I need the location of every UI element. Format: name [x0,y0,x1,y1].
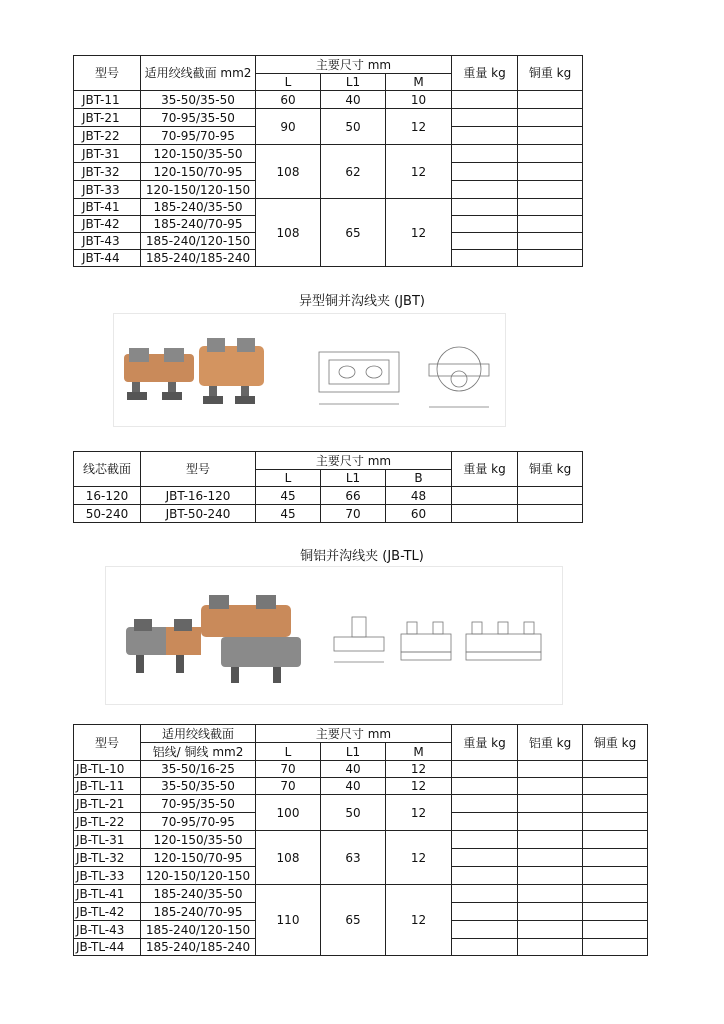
table-cell-model: JBT-31 [74,145,141,163]
table-cell-section: 185-240/185-240 [141,250,256,267]
header-L: L [256,74,321,91]
table-cell-al-weight [518,813,583,831]
table-cell-L1: 65 [321,199,386,267]
table-cell-core: 16-120 [74,487,141,505]
header-weight: 重量 kg [452,452,518,487]
table-cell-cu-weight [583,885,648,903]
table-cell-L: 70 [256,778,321,795]
table-cell-L1: 62 [321,145,386,199]
header-model: 型号 [74,56,141,91]
table-cell-weight [452,795,518,813]
table-cell-cu-weight [518,199,583,216]
jb-tl-product-illustration [106,567,562,704]
table-cell-model: JBT-21 [74,109,141,127]
jbt-spec-table [73,55,583,267]
table-cell-cu-weight [583,921,648,939]
header-weight: 重量 kg [452,56,518,91]
table-cell-section: 70-95/35-50 [141,109,256,127]
table-cell-model: JB-TL-21 [74,795,141,813]
table-cell-weight [452,145,518,163]
header-M: M [386,743,452,761]
table-cell-model: JB-TL-41 [74,885,141,903]
table-cell-model: JBT-44 [74,250,141,267]
table-cell-model: JB-TL-44 [74,939,141,956]
table-cell-M: 12 [386,109,452,145]
header-M: M [386,74,452,91]
table-cell-cu-weight [583,795,648,813]
table-cell-cu-weight [518,505,583,523]
header-model: 型号 [141,452,256,487]
table-cell-model: JB-TL-10 [74,761,141,778]
header-L1: L1 [321,743,386,761]
header-cu-weight: 铜重 kg [518,452,583,487]
header-dims: 主要尺寸 mm [256,452,452,470]
table-cell-cu-weight [518,487,583,505]
table-cell-al-weight [518,795,583,813]
table-cell-model: JB-TL-42 [74,903,141,921]
table-cell-section: 70-95/70-95 [141,127,256,145]
table-cell-core: 50-240 [74,505,141,523]
table-cell-al-weight [518,778,583,795]
table-cell-B: 48 [386,487,452,505]
table-cell-section: 185-240/120-150 [141,233,256,250]
table-cell-weight [452,867,518,885]
jbt-product-photo [113,313,506,427]
table-cell-section: 120-150/120-150 [141,867,256,885]
table-cell-al-weight [518,849,583,867]
table-cell-L: 110 [256,885,321,956]
table-cell-weight [452,885,518,903]
table-cell-section: 185-240/120-150 [141,921,256,939]
table-cell-section: 185-240/35-50 [141,885,256,903]
table-cell-L: 60 [256,91,321,109]
table-cell-weight [452,505,518,523]
table-cell-L: 108 [256,145,321,199]
jbt-range-table [73,451,583,523]
table-cell-weight [452,761,518,778]
table-cell-section: 120-150/120-150 [141,181,256,199]
header-L: L [256,743,321,761]
table-cell-weight [452,233,518,250]
header-model: 型号 [74,725,141,761]
header-cu-weight: 铜重 kg [518,56,583,91]
table-cell-weight [452,250,518,267]
table-cell-L: 45 [256,505,321,523]
table-cell-section: 35-50/16-25 [141,761,256,778]
table-cell-L: 108 [256,199,321,267]
table-cell-M: 12 [386,831,452,885]
table-cell-weight [452,109,518,127]
table-cell-model: JB-TL-22 [74,813,141,831]
table-cell-model: JBT-33 [74,181,141,199]
header-dims: 主要尺寸 mm [256,56,452,74]
table-cell-model: JB-TL-32 [74,849,141,867]
table-cell-cu-weight [583,813,648,831]
table-cell-B: 60 [386,505,452,523]
table-cell-section: 35-50/35-50 [141,778,256,795]
table-cell-L1: 40 [321,778,386,795]
table-cell-cu-weight [583,849,648,867]
jbt-product-illustration [114,314,505,426]
table-cell-section: 185-240/70-95 [141,216,256,233]
table-cell-L1: 50 [321,795,386,831]
table-cell-al-weight [518,939,583,956]
table-cell-M: 10 [386,91,452,109]
table-cell-model: JBT-43 [74,233,141,250]
table-cell-L: 100 [256,795,321,831]
table-cell-section: 185-240/35-50 [141,199,256,216]
table-cell-weight [452,216,518,233]
table-cell-weight [452,778,518,795]
table-cell-cu-weight [518,109,583,127]
header-section-sub: 铝线/ 铜线 mm2 [141,743,256,761]
table-cell-weight [452,181,518,199]
table-cell-section: 70-95/35-50 [141,795,256,813]
jb-tl-product-photo [105,566,563,705]
table-cell-section: 120-150/35-50 [141,831,256,849]
table-cell-L1: 40 [321,91,386,109]
table-cell-M: 12 [386,761,452,778]
table-cell-weight [452,487,518,505]
table-cell-weight [452,813,518,831]
header-L1: L1 [321,470,386,487]
table-cell-cu-weight [583,939,648,956]
table-cell-al-weight [518,831,583,849]
table-cell-L: 90 [256,109,321,145]
table-cell-weight [452,921,518,939]
table-cell-cu-weight [583,903,648,921]
table-cell-model: JBT-41 [74,199,141,216]
table-cell-section: 120-150/35-50 [141,145,256,163]
table-cell-model: JBT-22 [74,127,141,145]
header-cu-weight: 铜重 kg [583,725,648,761]
table-cell-al-weight [518,867,583,885]
table-cell-L: 108 [256,831,321,885]
table-cell-model: JB-TL-11 [74,778,141,795]
table-cell-weight [452,903,518,921]
header-dims: 主要尺寸 mm [256,725,452,743]
table-cell-L1: 65 [321,885,386,956]
table-cell-cu-weight [518,181,583,199]
table-cell-weight [452,849,518,867]
header-L1: L1 [321,74,386,91]
table-cell-M: 12 [386,145,452,199]
table-cell-model: JBT-16-120 [141,487,256,505]
table-cell-section: 120-150/70-95 [141,163,256,181]
table-cell-al-weight [518,885,583,903]
table-cell-M: 12 [386,885,452,956]
table-cell-M: 12 [386,199,452,267]
table-cell-section: 185-240/185-240 [141,939,256,956]
table-cell-weight [452,939,518,956]
jb-tl-spec-table [73,724,648,956]
table-cell-model: JBT-42 [74,216,141,233]
table-cell-M: 12 [386,795,452,831]
table-cell-al-weight [518,921,583,939]
table-cell-model: JB-TL-33 [74,867,141,885]
table-cell-cu-weight [518,163,583,181]
header-section: 适用绞线截面 [141,725,256,743]
table-cell-section: 120-150/70-95 [141,849,256,867]
table-cell-L1: 70 [321,505,386,523]
table-cell-weight [452,91,518,109]
table-cell-weight [452,831,518,849]
table-cell-model: JB-TL-43 [74,921,141,939]
table-cell-weight [452,199,518,216]
table-cell-cu-weight [518,233,583,250]
table-cell-L1: 63 [321,831,386,885]
table-cell-cu-weight [583,778,648,795]
table-cell-model: JB-TL-31 [74,831,141,849]
header-al-weight: 铝重 kg [518,725,583,761]
header-B: B [386,470,452,487]
header-section: 适用绞线截面 mm2 [141,56,256,91]
table-cell-M: 12 [386,778,452,795]
table-cell-al-weight [518,761,583,778]
table-cell-L: 45 [256,487,321,505]
caption-jbt: 异型铜并沟线夹 (JBT) [299,294,425,309]
header-core: 线芯截面 [74,452,141,487]
table-cell-section: 185-240/70-95 [141,903,256,921]
table-cell-cu-weight [518,91,583,109]
table-cell-cu-weight [583,761,648,778]
table-cell-cu-weight [518,216,583,233]
table-cell-model: JBT-11 [74,91,141,109]
table-cell-L1: 40 [321,761,386,778]
caption-jb-tl: 铜铝并沟线夹 (JB-TL) [300,549,424,564]
table-cell-al-weight [518,903,583,921]
table-cell-L: 70 [256,761,321,778]
table-cell-weight [452,127,518,145]
table-cell-model: JBT-32 [74,163,141,181]
header-L: L [256,470,321,487]
table-cell-cu-weight [583,831,648,849]
table-cell-model: JBT-50-240 [141,505,256,523]
table-cell-L1: 50 [321,109,386,145]
table-cell-section: 35-50/35-50 [141,91,256,109]
table-cell-L1: 66 [321,487,386,505]
table-cell-section: 70-95/70-95 [141,813,256,831]
table-cell-cu-weight [518,145,583,163]
table-cell-weight [452,163,518,181]
header-weight: 重量 kg [452,725,518,761]
table-cell-cu-weight [518,127,583,145]
table-cell-cu-weight [518,250,583,267]
table-cell-cu-weight [583,867,648,885]
